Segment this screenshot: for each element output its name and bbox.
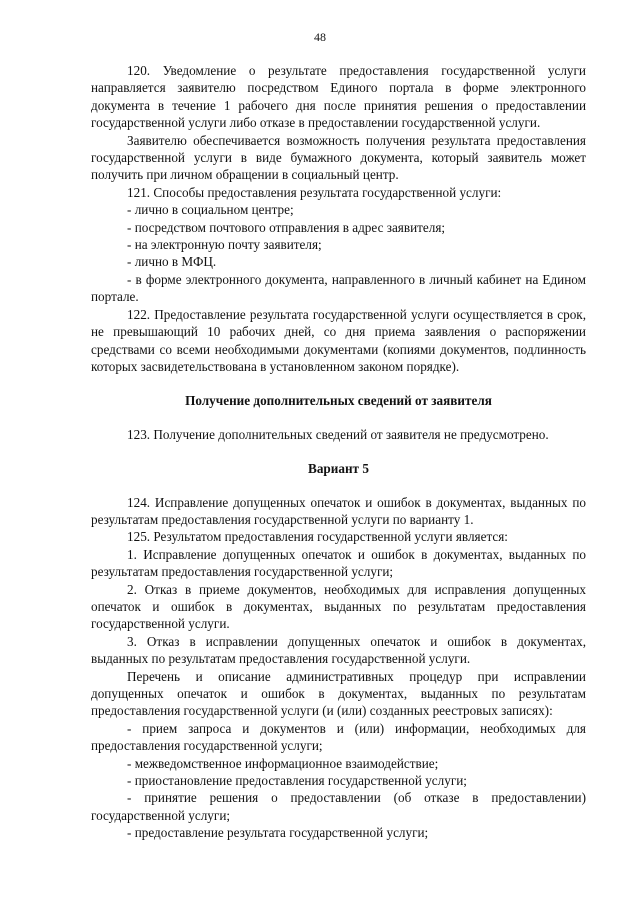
list-item: - посредством почтового отправления в адрес заявителя; [127, 219, 446, 235]
paragraph-120: 120. Уведомление о результате предоставления государственной услуги направляется заявителю посредством Единого портала в форме электронного документа в течение 1 рабочего дня после принятия решения о предоставлении государственной услуги либо отказе в предоставлении государственной услуги. [91, 63, 586, 131]
result-item-2: 2. Отказ в приеме документов, необходимых для исправления допущенных опечаток и ошибок в документах, выданных по результатам предоставления государственной услуги. [91, 581, 586, 632]
paragraph-paper-copy: Заявителю обеспечивается возможность получения результата предоставления государственной услуги в виде бумажного документа, который заявитель может получить при личном обращении в социальный центр. [91, 132, 586, 183]
paragraph-125: 125. Результатом предоставления государственной услуги является: [127, 529, 508, 545]
paragraph-124: 124. Исправление допущенных опечаток и ошибок в документах, выданных по результатам предоставления государственной услуги по варианту 1. [91, 494, 586, 527]
section-heading-variant-5: Вариант 5 [308, 461, 369, 477]
list-item: - межведомственное информационное взаимодействие; [127, 755, 439, 771]
paragraph-122: 122. Предоставление результата государственной услуги осуществляется в срок, не превышающий 10 рабочих дней, со дня приема заявления о распоряжении средствами со всеми необходимыми документами (копиями документов, подлинность которых засвидетельствована в установленном законом порядке). [91, 306, 586, 374]
list-item: - лично в социальном центре; [127, 202, 294, 218]
result-item-3: 3. Отказ в исправлении допущенных опечаток и ошибок в документах, выданных по результатам предоставления государственной услуги. [91, 633, 586, 667]
paragraph-123: 123. Получение дополнительных сведений от заявителя не предусмотрено. [127, 426, 549, 442]
result-item-1: 1. Исправление допущенных опечаток и ошибок в документах, выданных по результатам предоставления государственной услуги; [91, 546, 586, 580]
list-item: - на электронную почту заявителя; [127, 237, 322, 253]
paragraph-procedures: Перечень и описание административных процедур при исправлении допущенных опечаток и ошибок в документах, выданных по результатам предоставления государственной услуги (и (или) созданных реестровых записях): [91, 668, 586, 719]
paragraph-121: 121. Способы предоставления результата государственной услуги: [127, 184, 502, 200]
list-item: - предоставление результата государственной услуги; [127, 825, 429, 841]
list-item: - приостановление предоставления государственной услуги; [127, 773, 467, 789]
list-item: - принятие решения о предоставлении (об отказе в предоставлении) государственной услуги; [91, 790, 586, 823]
page-number: 48 [314, 30, 326, 44]
list-item: - прием запроса и документов и (или) информации, необходимых для предоставления государственной услуги; [91, 720, 586, 754]
list-item: - в форме электронного документа, направленного в личный кабинет на Едином портале. [91, 271, 586, 305]
list-item: - лично в МФЦ. [127, 254, 217, 270]
section-heading-additional-info: Получение дополнительных сведений от заявителя [185, 393, 492, 409]
document-body [91, 62, 586, 842]
